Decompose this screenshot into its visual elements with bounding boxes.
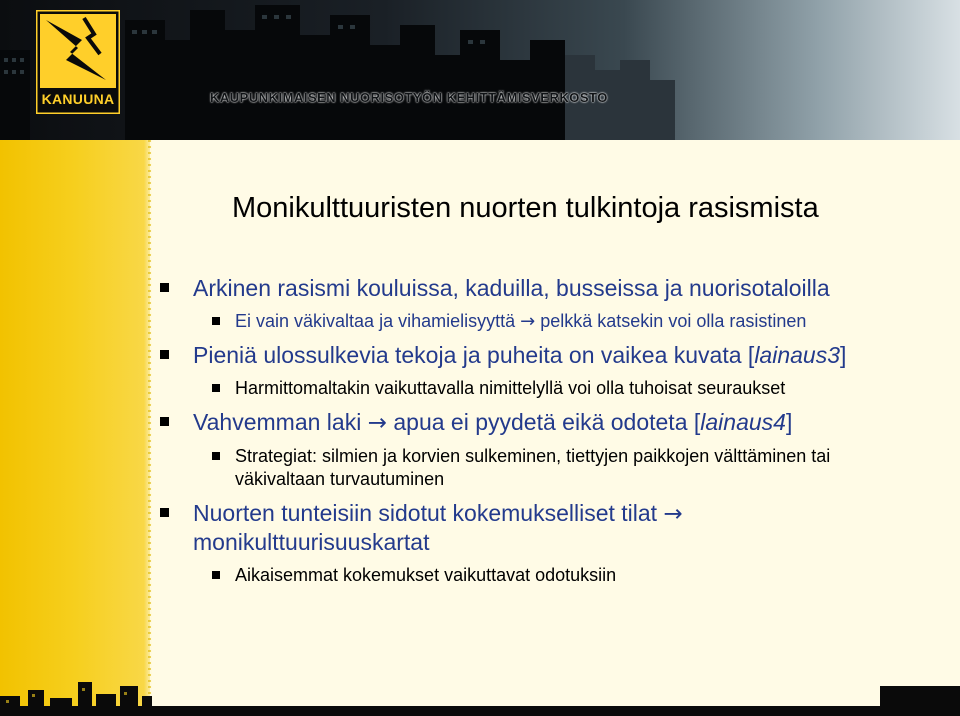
item-text: Aikaisemmat kokemukset vaikuttavat odotuksiin (235, 565, 617, 585)
bottom-skyline-strip (0, 676, 960, 716)
organization-name: KAUPUNKIMAISEN NUORISOTYÖN KEHITTÄMISVERKOSTO (210, 86, 608, 110)
square-bullet-icon (160, 508, 169, 517)
bullet-list (160, 274, 900, 595)
list-item (204, 564, 900, 587)
item-text: ] (785, 409, 793, 435)
city-skyline-image (0, 0, 960, 140)
list-item (204, 310, 900, 333)
band-dots (148, 140, 151, 716)
item-text: Arkinen rasismi kouluissa, kaduilla, busseissa ja nuorisotaloilla (193, 275, 830, 301)
item-text: ] (840, 342, 847, 368)
arrow-icon: → (520, 311, 536, 332)
logo-text: KANUUNA (41, 91, 115, 107)
square-bullet-icon (160, 417, 169, 426)
item-text: monikulttuurisuuskartat (193, 529, 430, 555)
item-text: Pieniä ulossulkevia tekoja ja puheita on vaikea kuvata [ (193, 342, 755, 368)
arrow-icon: → (663, 501, 683, 527)
square-bullet-icon (212, 317, 220, 325)
item-text: Nuorten tunteisiin sidotut kokemukselliset tilat (193, 500, 658, 526)
list-item (204, 445, 900, 491)
arrow-icon: → (367, 410, 387, 436)
quote-reference: lainaus3 (754, 342, 840, 368)
item-text: Strategiat: silmien ja korvien sulkeminen, tiettyjen paikkojen välttäminen tai väkivaltaan turvautuminen (235, 446, 831, 489)
square-bullet-icon (212, 452, 220, 460)
square-bullet-icon (212, 384, 220, 392)
list-item (160, 499, 900, 556)
quote-reference: lainaus4 (700, 409, 786, 435)
item-text: pelkkä katsekin voi olla rasistinen (540, 311, 807, 331)
list-item (204, 377, 900, 400)
square-bullet-icon (160, 283, 169, 292)
list-item (160, 274, 900, 302)
list-item (160, 408, 900, 437)
item-text: apua ei pyydetä eikä odoteta [ (393, 409, 701, 435)
item-text: Vahvemman laki (193, 409, 362, 435)
square-bullet-icon (212, 571, 220, 579)
left-yellow-band (0, 140, 150, 716)
item-text: Ei vain väkivaltaa ja vihamielisyyttä (235, 311, 516, 331)
header-banner (0, 0, 960, 140)
square-bullet-icon (160, 350, 169, 359)
list-item (160, 341, 900, 369)
item-text: Harmittomaltakin vaikuttavalla nimittelyllä voi olla tuhoisat seuraukset (235, 378, 786, 398)
slide-title: Monikulttuuristen nuorten tulkintoja rasismista (232, 192, 819, 224)
